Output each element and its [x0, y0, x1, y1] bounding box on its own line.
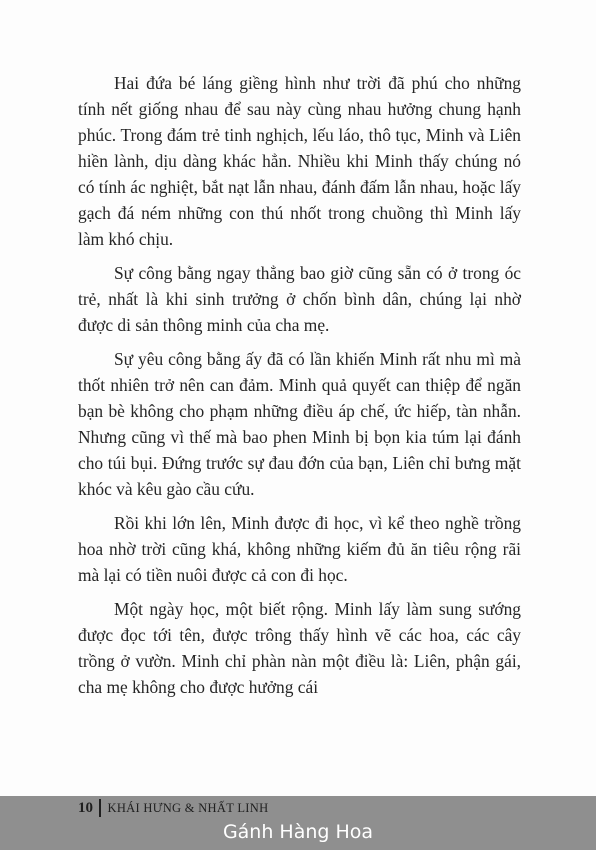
paragraph-4: Rồi khi lớn lên, Minh được đi học, vì kể theo nghề trồng hoa nhờ trời cũng khá, không những kiếm đủ ăn tiêu rộng rãi mà lại có tiền nuôi được cả con đi học. [78, 513, 521, 585]
book-title-caption: Gánh Hàng Hoa [222, 821, 374, 843]
paragraph-5: Một ngày học, một biết rộng. Minh lấy làm sung sướng được đọc tới tên, được trông thấy hình vẽ các hoa, các cây trồng ở vườn. Minh chỉ phàn nàn một điều là: Liên, phận gái, cha mẹ không cho được hưởng cái [78, 599, 521, 697]
page-number: 10 [78, 799, 93, 816]
running-footer [78, 797, 268, 819]
book-author: KHÁI HƯNG & NHẤT LINH [107, 800, 269, 815]
paragraph-1: Hai đứa bé láng giềng hình như trời đã phú cho những tính nết giống nhau để sau này cùng nhau hưởng chung hạnh phúc. Trong đám trẻ tinh nghịch, lếu láo, thô tục, Minh và Liên hiền lành, dịu dàng khác hẳn. Nhiều khi Minh thấy chúng nó có tính ác nghiệt, bắt nạt lẫn nhau, đánh đấm lẫn nhau, hoặc lấy gạch đá ném những con thú nhốt trong chuồng thì Minh lấy làm khó chịu. [78, 73, 521, 249]
footer-divider [99, 799, 101, 817]
body-text [78, 70, 521, 708]
paragraph-3: Sự yêu công bằng ấy đã có lần khiến Minh rất nhu mì mà thốt nhiên trở nên can đảm. Minh quả quyết can thiệp để ngăn bạn bè không cho phạm những điều áp chế, ức hiếp, tàn nhẫn. Nhưng cũng vì thế mà bao phen Minh bị bọn kia túm lại đánh cho túi bụi. Đứng trước sự đau đớn của bạn, Liên chỉ bưng mặt khóc và kêu gào cầu cứu. [78, 349, 521, 499]
paragraph-2: Sự công bằng ngay thẳng bao giờ cũng sẵn có ở trong óc trẻ, nhất là khi sinh trưởng ở chốn bình dân, chúng lại nhờ được di sản thông minh của cha mẹ. [78, 263, 521, 335]
